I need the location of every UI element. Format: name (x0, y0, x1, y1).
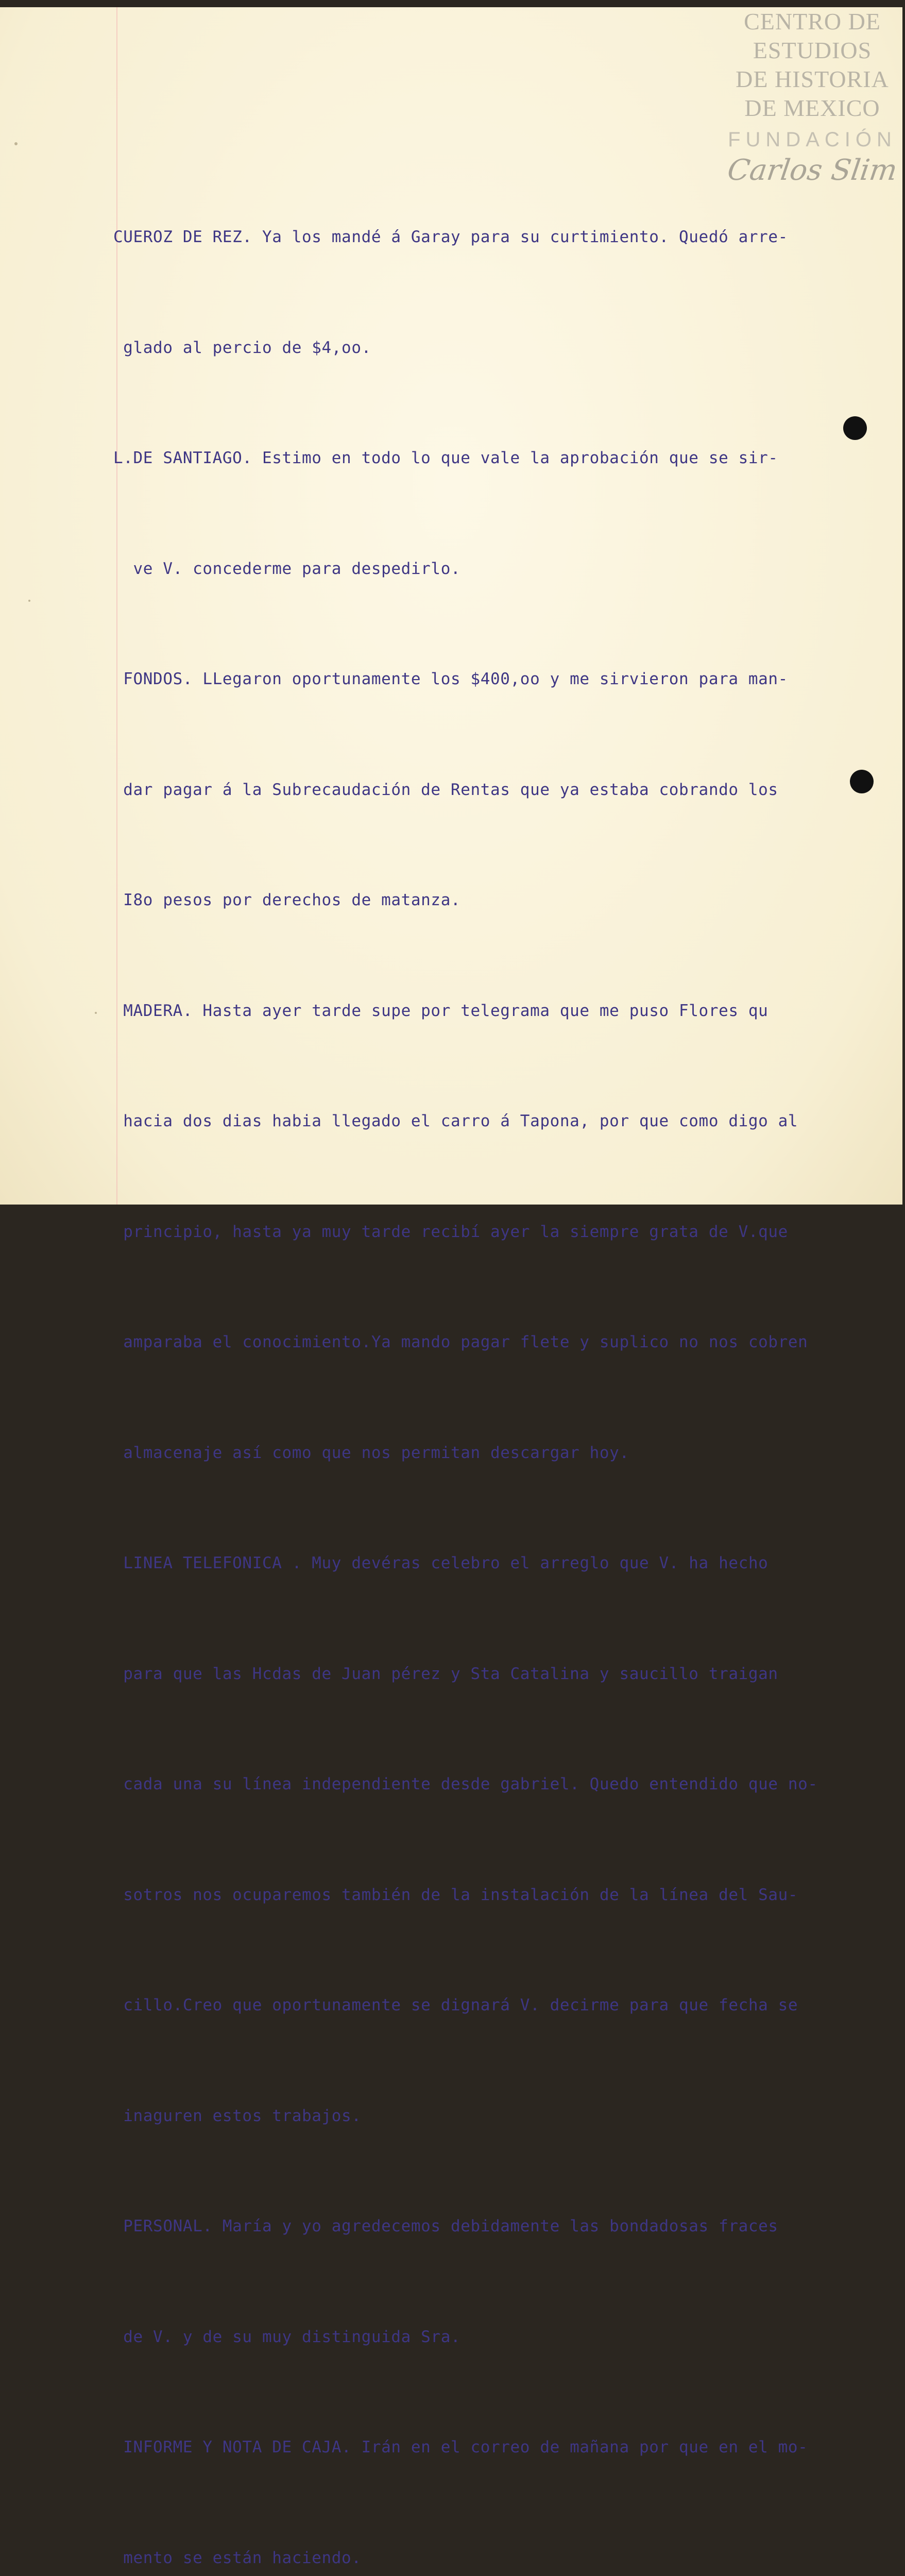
text-line: cada una su línea independiente desde gabriel. Quedo entendido que no- (113, 1766, 896, 1803)
text-line: para que las Hcdas de Juan pérez y Sta Catalina y saucillo traigan (113, 1656, 896, 1693)
text-line: MADERA. Hasta ayer tarde supe por telegrama que me puso Flores qu (113, 993, 896, 1030)
text-line: L.DE SANTIAGO. Estimo en todo lo que vale la aprobación que se sir- (113, 440, 896, 477)
watermark-foundation: FUNDACIÓN (722, 127, 902, 152)
punch-hole (850, 770, 874, 793)
text-line: almacenaje así como que nos permitan descargar hoy. (113, 1435, 896, 1472)
letter-page (0, 7, 902, 1205)
paper-speck (95, 1012, 97, 1014)
text-line: ve V. concederme para despedirlo. (113, 551, 896, 588)
watermark-line: DE MEXICO (722, 94, 902, 123)
text-line: sotros nos ocuparemos también de la instalación de la línea del Sau- (113, 1877, 896, 1914)
text-line: glado al percio de $4,oo. (113, 330, 896, 367)
text-line: PERSONAL. María y yo agredecemos debidamente las bondadosas fraces (113, 2208, 896, 2245)
watermark-line: ESTUDIOS (722, 36, 902, 65)
watermark-line: CENTRO DE (722, 7, 902, 36)
text-line: de V. y de su muy distinguida Sra. (113, 2319, 896, 2356)
text-line: CUEROZ DE REZ. Ya los mandé á Garay para su curtimiento. Quedó arre- (113, 219, 896, 256)
watermark-signature: Carlos Slim (720, 152, 905, 189)
text-line: cillo.Creo que oportunamente se dignará V. decirme para que fecha se (113, 1987, 896, 2024)
text-line: inaguren estos trabajos. (113, 2098, 896, 2135)
text-line: dar pagar á la Subrecaudación de Rentas que ya estaba cobrando los (113, 772, 896, 809)
text-line: INFORME Y NOTA DE CAJA. Irán en el correo de mañana por que en el mo- (113, 2429, 896, 2466)
typewritten-letter-body (113, 145, 896, 2576)
paper-speck (28, 600, 30, 602)
watermark-line: DE HISTORIA (722, 65, 902, 94)
text-line: FONDOS. LLegaron oportunamente los $400,oo y me sirvieron para man- (113, 661, 896, 698)
text-line: principio, hasta ya muy tarde recibí ayer la siempre grata de V.que (113, 1214, 896, 1251)
punch-hole (843, 416, 867, 440)
text-line: I8o pesos por derechos de matanza. (113, 882, 896, 919)
text-line: mento se están haciendo. (113, 2540, 896, 2576)
text-line: LINEA TELEFONICA . Muy devéras celebro el arreglo que V. ha hecho (113, 1545, 896, 1582)
text-line: amparaba el conocimiento.Ya mando pagar flete y suplico no nos cobren (113, 1324, 896, 1361)
paper-speck (14, 142, 18, 145)
text-line: hacia dos dias habia llegado el carro á Tapona, por que como digo al (113, 1103, 896, 1140)
